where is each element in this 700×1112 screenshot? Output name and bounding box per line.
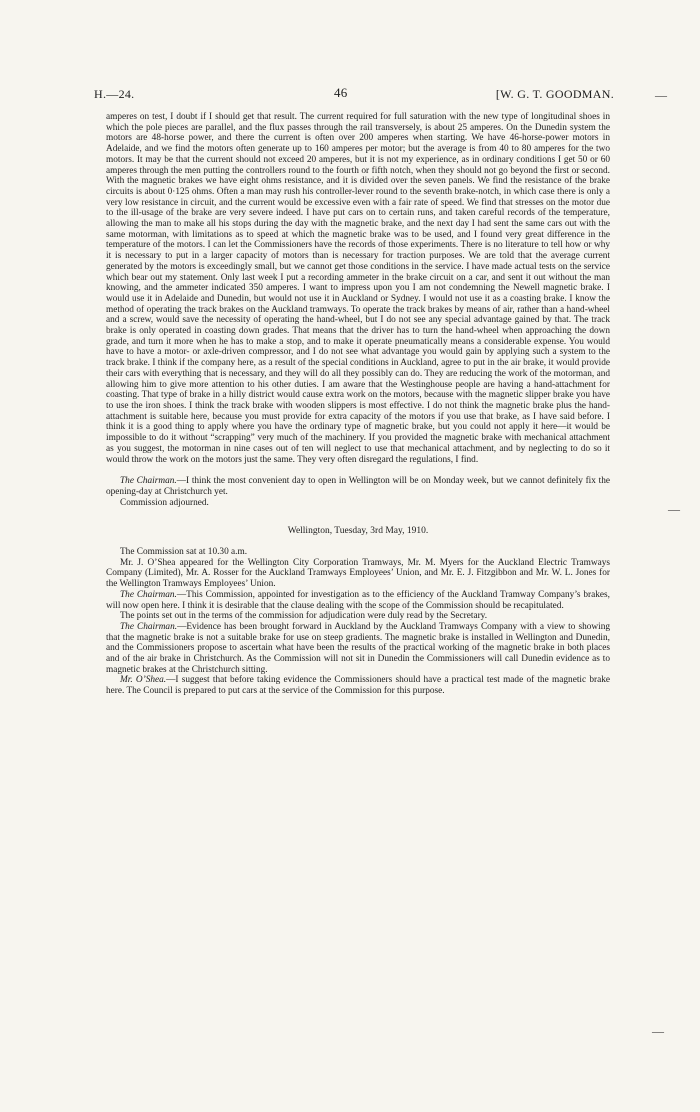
testimony-paragraph: amperes on test, I doubt if I should get that result. The current required for full saturation with the new type of longitudinal shoes in which the pole pieces are parallel, and the flux passes through the rail transversely, is about 25 amperes. On the Dunedin system the motors are 48-horse power, and there the current is often over 200 amperes when starting. We have 46-horse-power motors in Adelaide, and we find the motors often generate up to 160 amperes per motor; but the average is from 40 to 80 amperes for the two motors. It may be that the current should not exceed 20 amperes, but it is not my experience, as in ordinary conditions I get 50 or 60 amperes through the men putting the controllers round to the fourth or fifth notch, when they should not go beyond the first or second. With the magnetic brakes we have eight ohms resistance, and it is divided over the seven panels. We find the resistance of the brake circuits is about 0·125 ohms. Often a man may rush his controller-lever round to the seventh brake-notch, in which case there is only a very low resistance in circuit, and the current would be excessive even with a fair rate of speed. We find that stresses on the motor due to the ill-usage of the brake are very severe indeed. I have put cars on to certain runs, and taken careful records of the temperature, allowing the man to make all his stops during the day with the magnetic brake, and the next day I had sent the same cars out with the same motorman, with limitations as to speed at which the magnetic brake was to be used, and I found very great difference in the temperature of the motors. I can let the Commissioners have the records of those experiments. There is no literature to tell how or why it is necessary to put in a larger capacity of motors than is necessary for traction purposes. We are told that the average current generated by the motors is exceedingly small, but we cannot get those conditions in the service. I have made actual tests on the service which bear out my statement. Only last week I put a recording ammeter in the brake circuit on a car, and sent it out without the man knowing, and the ammeter indicated 350 amperes. I want to impress upon you I am not condemning the Newell magnetic brake. I would use it in Adelaide and Dunedin, but would not use it in Auckland or Sydney. I would not use it as a coasting brake. I know the method of operating the track brakes on the Auckland tramways. To operate the track brakes by means of air, rather than a hand-wheel and a screw, would save the necessity of operating the hand-wheel, but I do not see any special advantage gained by that. The track brake is only operated in coasting down grades. That means that the driver has to turn the hand-wheel when approaching the down grade, and turn it more when he has to make a stop, and to make it operate pneumatically means a considerable expense. You would have to have a motor- or axle-driven compressor, and I do not see what advantage you would gain by applying such a system to the track brake. I think if the company here, as a result of the special conditions in Auckland, agree to put in the air brake, it would provide their cars with everything that is necessary, and they will do all they possibly can do. They are reducing the work of the motorman, and allowing him to give more attention to his other duties. I am aware that the Westinghouse people are having a hand-attachment for coasting. That type of brake in a hilly district would cause extra work on the motors, because with the magnetic slipper brake you have to use the iron shoes. I think the track brake with wooden slippers is most effective. I do not think the magnetic brake plus the hand-attachment is suitable here, because you must provide for extra capacity of the motors if you use that brake, as I have said before. I think it is a good thing to apply where you have the ordinary type of magnetic brake, but you could not apply it here—it would be impossible to do it without “scrapping” very much of the machinery. If you provided the magnetic brake with mechanical attachment as you suggest, the motorman in nine cases out of ten will neglect to use that mechanical attachment, and by neglecting to do so it would throw the work on the motors just the same. They very often disregard the regulations, I find.: [106, 112, 610, 465]
appearances-paragraph: Mr. J. O’Shea appeared for the Wellington City Corporation Tramways, Mr. M. Myers for the Auckland Electric Tramways Company (Limited), Mr. A. Rosser for the Auckland Tramways Employees’ Union, and Mr. E. J. Fitzgibbon and Mr. W. L. Jones for the Wellington Tramways Employees’ Union.: [106, 557, 610, 590]
speaker-label: The Chairman.: [120, 621, 178, 632]
speaker-label: The Chairman.: [120, 589, 177, 600]
speaker-label: The Chairman.: [120, 476, 177, 487]
session-dateline: Wellington, Tuesday, 3rd May, 1910.: [287, 526, 429, 537]
oshea-suggestion: [106, 675, 610, 696]
remark-text: —This Commission, appointed for investigation as to the efficiency of the Auckland Tramway Company’s brakes, will now open here. I think it is desirable that the clause dealing with the scope of the Commission should be recapitulated.: [106, 589, 610, 611]
speaker-label: Mr. O’Shea.: [120, 675, 167, 686]
margin-mark-middle: —: [668, 502, 680, 516]
remark-text: —I suggest that before taking evidence the Commissioners should have a practical test made of the magnetic brake here. The Council is prepared to put cars at the service of the Commission for this purpose.: [106, 675, 610, 697]
margin-mark-top: —: [655, 88, 667, 102]
report-code: H.—24.: [94, 87, 135, 101]
page-number: 46: [334, 85, 348, 100]
remark-text: —Evidence has been brought forward in Auckland by the Auckland Tramways Company with a view to showing that the magnetic brake is not a suitable brake for use on steep gradients. The magnetic brake is installed in Wellington and Dunedin, and the Commissioners propose to ascertain what have been the results of the practical working of the magnetic brake in both places and of the air brake in Christchurch. As the Commission will not sit in Dunedin the Commissioners will call Dunedin evidence as to magnetic brakes at the Christchurch sitting.: [106, 621, 610, 675]
sitting-time: The Commission sat at 10.30 a.m.: [120, 547, 248, 558]
remark-text: —I think the most convenient day to open in Wellington will be on Monday week, but we cannot definitely fix the opening-day at Christchurch yet.: [106, 476, 610, 497]
document-body: [106, 112, 610, 697]
witness-name: [W. G. T. GOODMAN.: [495, 87, 614, 101]
margin-mark-lower: —: [652, 1024, 664, 1038]
chairman-opening: [106, 590, 610, 611]
chairman-remark: [106, 476, 610, 497]
adjournment-note: Commission adjourned.: [120, 497, 209, 508]
terms-read-note: The points set out in the terms of the commission for adjudication were duly read by the Secretary.: [120, 611, 488, 622]
session-proceedings: [106, 547, 610, 697]
chairman-evidence-remark: [106, 622, 610, 676]
